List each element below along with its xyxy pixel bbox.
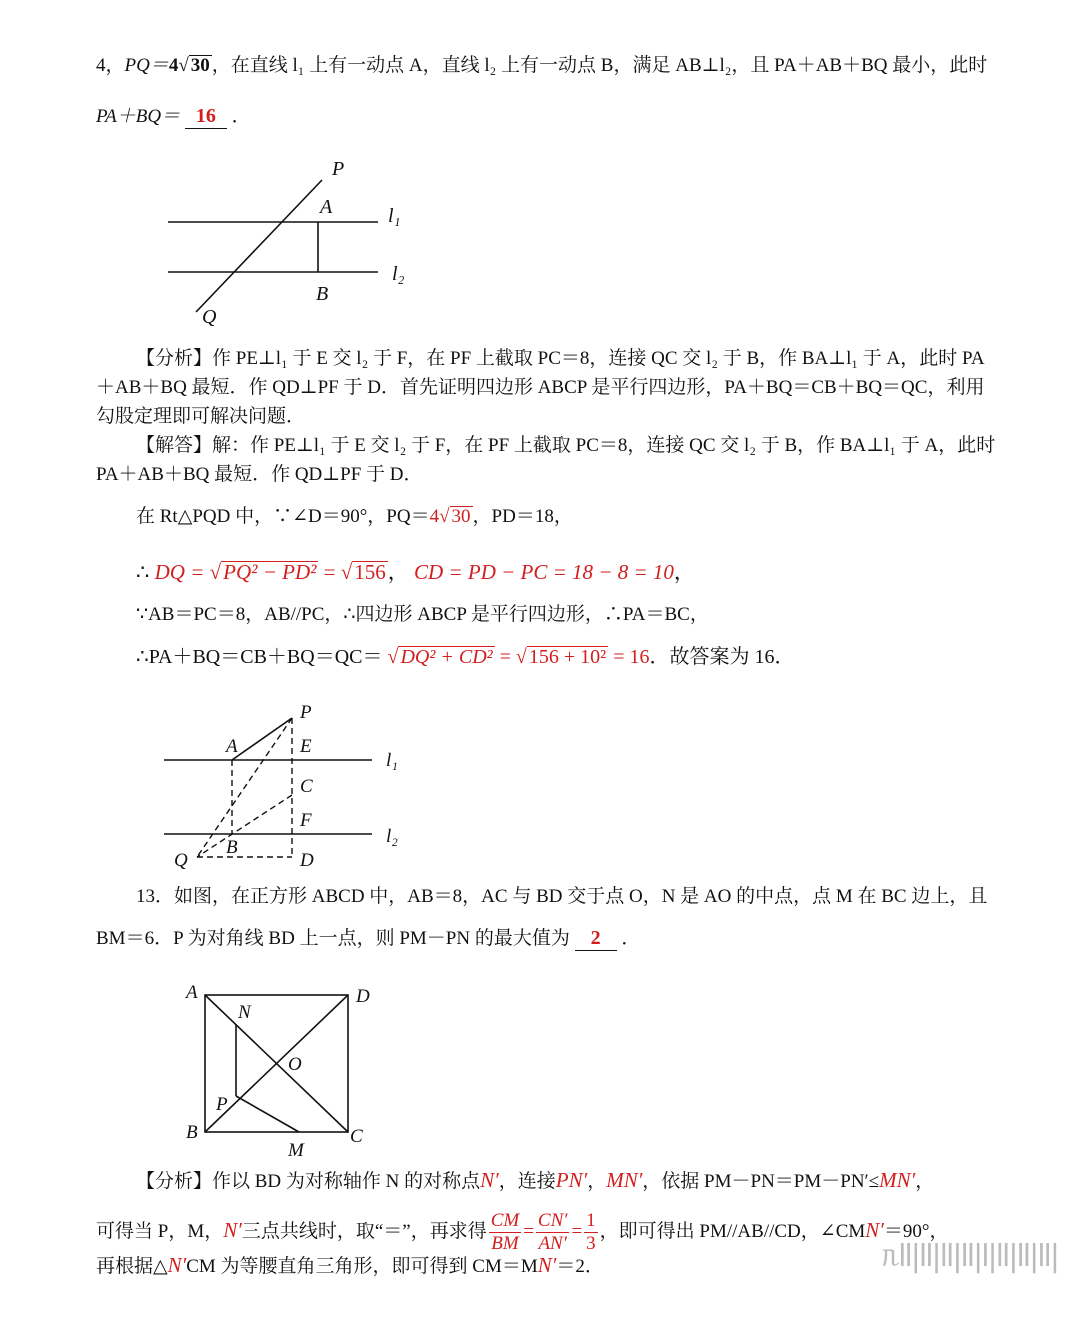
sol6-result: = 16 [613,646,650,668]
an1-pn-prime: PN′ [555,1168,588,1192]
an2-n-prime-2: N′ [865,1218,884,1242]
an3-text: 再根据△ [96,1256,168,1277]
fig2-label-q: Q [174,850,188,871]
an2-parallel: ，即可得出 PM//AB//CD，∠CM [599,1221,866,1242]
sol6-radicand1: DQ² + CD² [400,646,493,668]
q4-solution-2: PA＋AB＋BQ 最短．作 QD⊥PF 于 D． [96,464,423,485]
q13-line1: 13．如图，在正方形 ABCD 中，AB＝8，AC 与 BD 交于点 O，N 是 AO 的中点，点 M 在 BC 边上，且 [136,886,988,907]
frac1-num: CM [490,1210,520,1232]
fig3-diagonal-ac [205,995,348,1132]
fig2-label-f: F [300,810,312,831]
sol6-text: ∴PA＋BQ＝CB＋BQ＝QC＝ [136,646,383,668]
frac3-den: 3 [586,1233,596,1255]
fig1-label-l1: l₁ [388,205,401,227]
fig1-label-a: A [320,196,333,218]
fig2-label-p: P [300,702,312,723]
q4-ask: PA＋BQ＝ [96,106,181,127]
fig3-segment-pm [236,1096,299,1132]
q13-period: ． [621,928,641,949]
sol4-therefore: ∴ [136,560,150,584]
fig3-label-a: A [186,982,198,1003]
fig3-square [205,995,348,1132]
fig1-label-q: Q [202,306,217,328]
q4-number: 4， [96,55,125,76]
q13-analysis-1 [136,1168,934,1194]
sol4-comma: ， [387,560,409,584]
fig3-label-n: N [238,1002,251,1023]
q4-solution-1: 【解答】解：作 PE⊥l₁ 于 E 交 l₂ 于 F，在 PF 上截取 PC＝8，连接 QC 交 l₂ 于 B，作 BA⊥l₁ 于 A，此时 [136,435,996,456]
q13-line2 [96,926,640,951]
an3-n-prime: N′ [167,1253,187,1277]
an2-text: 可得当 P，M， [96,1221,224,1242]
sol3-radicand: 30 [451,506,471,527]
an1-rule: ，依据 PM－PN＝PM－PN′≤ [642,1171,880,1192]
q4-analysis-1: 【分析】作 PE⊥l₁ 于 E 交 l₂ 于 F，在 PF 上截取 PC＝8，连接 QC 交 l₂ 于 B，作 BA⊥l₁ 于 A，此时 PA [136,348,985,369]
an2-frac-cm-bm [489,1210,522,1255]
an2-eq1: = [523,1221,534,1242]
q4-solution-4: ∴ DQ = √PQ² − PD² = √156， CD = PD − PC = 18 − 8 = 10， [136,560,695,584]
q13-analysis-3 [96,1253,604,1279]
fig2-label-l1: l₁ [386,750,398,771]
sol6-answer-text: ．故答案为 16． [649,646,795,668]
q4-solution-5: ∵AB＝PC＝8，AB//PC，∴四边形 ABCP 是平行四边形，∴PA＝BC， [136,604,709,625]
sol4-eq: = [323,560,336,584]
frac3-num: 1 [586,1210,596,1232]
sol6-radicand2: 156 + 10² [528,646,607,668]
an1-mn-prime: MN′ [606,1168,643,1192]
sol3-text: 在 Rt△PQD 中，∵∠D＝90°，PQ＝ [136,506,430,527]
fig3-label-d: D [356,986,370,1007]
fig1-label-l2: l₂ [392,263,405,285]
an1-comma2: ， [915,1171,935,1192]
an1-comma: ， [587,1171,607,1192]
fig3-label-b: B [186,1122,198,1143]
q4-statement: ，在直线 l₁ 上有一动点 A，直线 l₂ 上有一动点 B，满足 AB⊥l₂，且 PA＋AB＋BQ 最小，此时 [211,55,988,76]
an1-text: 【分析】作以 BD 为对称轴作 N 的对称点 [136,1171,481,1192]
watermark-logo: ᥰll|ll|ll|ll|l|ll|ll|ll| [881,1239,1058,1274]
sol6-eq: = [499,646,511,668]
q4-analysis-3: 勾股定理即可解决问题． [96,406,306,427]
fig2-label-b: B [226,837,238,858]
fig3-label-m: M [288,1140,304,1161]
an1-connect: ，连接 [498,1171,556,1192]
an2-frac-1-3 [584,1210,598,1255]
an1-n-prime: N′ [480,1168,499,1192]
an2-eq2: = [571,1221,583,1242]
q4-line2 [96,104,251,129]
fig2-segment-cq [197,795,292,857]
an2-frac-cn-an [536,1210,570,1255]
q13-answer: 2 [575,926,617,951]
sol4-cd: CD = PD − PC = 18 − 8 = 10 [414,560,674,584]
fig2-label-c: C [300,776,313,797]
an3-result: ＝2． [556,1256,604,1277]
fig2-segment-pq [197,718,292,857]
q13-analysis-2 [96,1208,949,1255]
q4-pq-radicand: 30 [190,55,210,76]
sol4-radicand: PQ² − PD² [223,560,317,584]
sol4-comma2: ， [673,560,695,584]
fig3-label-o: O [288,1054,302,1075]
frac2-den: AN′ [538,1233,567,1255]
fig2-label-e: E [300,736,312,757]
fig1-line-pq [196,180,322,312]
q4-pq-coef: 4 [168,55,179,76]
q4-answer: 16 [185,104,227,129]
an3-n-prime-2: N′ [537,1253,557,1277]
frac1-den: BM [491,1233,519,1255]
fig1-label-b: B [316,283,329,305]
an2-angle: ＝90°， [883,1221,949,1242]
sol3-coef: 4 [429,506,440,527]
fig2-label-a: A [226,736,238,757]
frac2-num: CN′ [537,1210,568,1232]
an1-mn-prime-2: MN′ [879,1168,916,1192]
an3-isosceles: CM 为等腰直角三角形，即可得到 CM＝M [186,1256,538,1277]
fig3-label-p: P [216,1094,228,1115]
fig1-label-p: P [332,158,345,180]
fig2-segment-ap [232,718,292,760]
an2-n-prime: N′ [223,1218,242,1242]
q4-solution-6: ∴PA＋BQ＝CB＋BQ＝QC＝ √ DQ² + CD² = √ 156 + 10² = 16．故答案为 16． [136,646,795,668]
fig2-label-d: D [300,850,314,871]
q4-solution-3: 在 Rt△PQD 中，∵∠D＝90°，PQ＝4√ 30 ，PD＝18， [136,506,573,527]
fig3-diagonal-bd [205,995,348,1132]
fig2-label-l2: l₂ [386,826,398,847]
sol4-156: 156 [354,560,386,584]
sol4-dq: DQ = [154,560,205,584]
fig3-label-c: C [350,1126,363,1147]
sol3-tail: ，PD＝18， [472,506,573,527]
q4-pq-label: PQ＝ [124,55,169,76]
q4-analysis-2: ＋AB＋BQ 最短．作 QD⊥PF 于 D．首先证明四边形 ABCP 是平行四边形，PA＋BQ＝CB＋BQ＝QC，利用 [96,377,985,398]
q4-line1: 4，PQ＝4√ 30 ，在直线 l₁ 上有一动点 A，直线 l₂ 上有一动点 B，满足 AB⊥l₂，且 PA＋AB＋BQ 最小，此时 [96,55,988,76]
q4-period: ． [231,106,251,127]
an2-collinear: 三点共线时，取“＝”，再求得 [241,1221,487,1242]
q13-ask: BM＝6．P 为对角线 BD 上一点，则 PM－PN 的最大值为 [96,928,570,949]
